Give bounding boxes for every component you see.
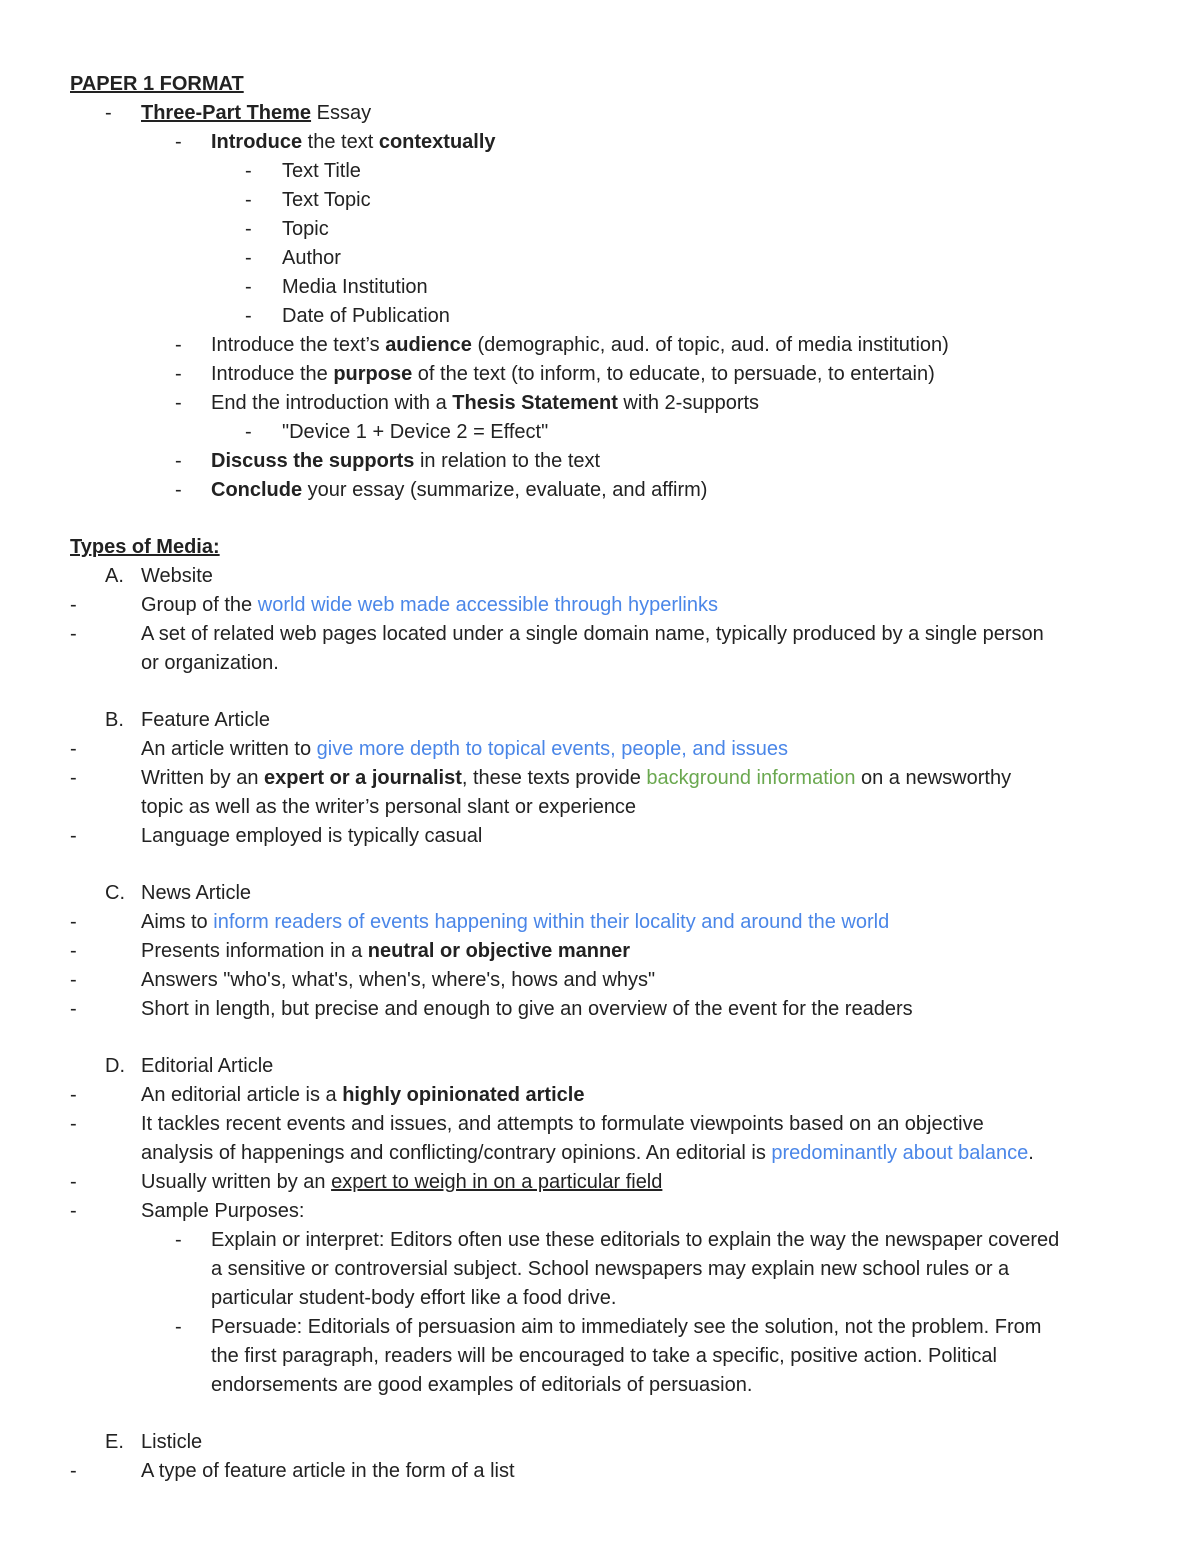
context-item: Date of Publication: [282, 305, 450, 327]
list-item: - "Device 1 + Device 2 = Effect": [70, 418, 1140, 447]
list-item: - An editorial article is a highly opinionated article: [70, 1084, 585, 1106]
list-item: - It tackles recent events and issues, and attempts to formulate viewpoints based on an objective: [70, 1113, 984, 1135]
list-item-continued: particular student-body effort like a food drive.: [211, 1287, 617, 1309]
section-heading-types-of-media: Types of Media:: [70, 536, 220, 558]
media-type-title: D. Editorial Article: [105, 1055, 274, 1077]
list-item: - Introduce the text contextually: [70, 128, 1140, 157]
section-heading-paper-format: PAPER 1 FORMAT: [70, 73, 244, 95]
list-item: - Short in length, but precise and enough to give an overview of the event for the readers: [70, 998, 913, 1020]
list-item: - Explain or interpret: Editors often use these editorials to explain the way the newspaper covered: [175, 1229, 1060, 1251]
list-item: - Author: [70, 244, 1140, 273]
list-item: - Text Title: [70, 157, 1140, 186]
dash-marker: -: [175, 131, 182, 153]
list-item: - Date of Publication: [70, 302, 1140, 331]
list-item: - Introduce the text’s audience (demographic, aud. of topic, aud. of media institution): [175, 334, 949, 356]
list-item: - Written by an expert or a journalist, these texts provide background information on a newsworthy: [70, 767, 1012, 789]
list-item: - Sample Purposes:: [70, 1200, 305, 1222]
list-item: - A type of feature article in the form of a list: [70, 1460, 515, 1482]
media-type-title: A. Website: [105, 565, 213, 587]
context-item: Topic: [282, 218, 329, 240]
document-page: [70, 70, 1140, 1486]
media-type-title: E. Listicle: [105, 1431, 203, 1453]
list-item-continued: a sensitive or controversial subject. School newspapers may explain new school rules or a: [211, 1258, 1010, 1280]
list-item: - End the introduction with a Thesis Statement with 2-supports: [175, 392, 760, 414]
media-type-title: B. Feature Article: [105, 709, 270, 731]
list-item: - Usually written by an expert to weigh in on a particular field: [70, 1171, 663, 1193]
list-item-continued: or organization.: [141, 652, 279, 674]
dash-marker: -: [105, 102, 112, 124]
list-item: - Media Institution: [70, 273, 1140, 302]
list-item: - Persuade: Editorials of persuasion aim to immediately see the solution, not the problem. From: [175, 1316, 1042, 1338]
list-item-continued: the first paragraph, readers will be encouraged to take a specific, positive action. Political: [211, 1345, 997, 1367]
list-item: - Aims to inform readers of events happening within their locality and around the world: [70, 911, 890, 933]
list-item: - Text Topic: [70, 186, 1140, 215]
context-item: Media Institution: [282, 276, 428, 298]
list-item: - Three-Part Theme Essay: [70, 99, 1140, 128]
list-item: - Answers "who's, what's, when's, where's, hows and whys": [70, 969, 656, 991]
media-type-title: C. News Article: [105, 882, 252, 904]
list-item-continued: topic as well as the writer’s personal slant or experience: [141, 796, 637, 818]
list-item: - Topic: [70, 215, 1140, 244]
list-item: - Presents information in a neutral or objective manner: [70, 940, 631, 962]
context-item: Author: [282, 247, 341, 269]
list-item: - Discuss the supports in relation to the text: [175, 450, 601, 472]
list-item: - Group of the world wide web made accessible through hyperlinks: [70, 594, 718, 616]
list-item-continued: endorsements are good examples of editorials of persuasion.: [211, 1374, 753, 1396]
context-item: Text Topic: [282, 189, 371, 211]
list-item: - Language employed is typically casual: [70, 825, 483, 847]
thesis-formula: "Device 1 + Device 2 = Effect": [282, 421, 549, 443]
list-item: - Introduce the purpose of the text (to inform, to educate, to persuade, to entertain): [175, 363, 935, 385]
list-item: - A set of related web pages located under a single domain name, typically produced by a single person: [70, 623, 1044, 645]
context-item: Text Title: [282, 160, 361, 182]
list-item-continued: analysis of happenings and conflicting/contrary opinions. An editorial is predominantly about balance.: [141, 1142, 1034, 1164]
list-item: - Conclude your essay (summarize, evaluate, and affirm): [175, 479, 708, 501]
list-item: - An article written to give more depth to topical events, people, and issues: [70, 738, 789, 760]
